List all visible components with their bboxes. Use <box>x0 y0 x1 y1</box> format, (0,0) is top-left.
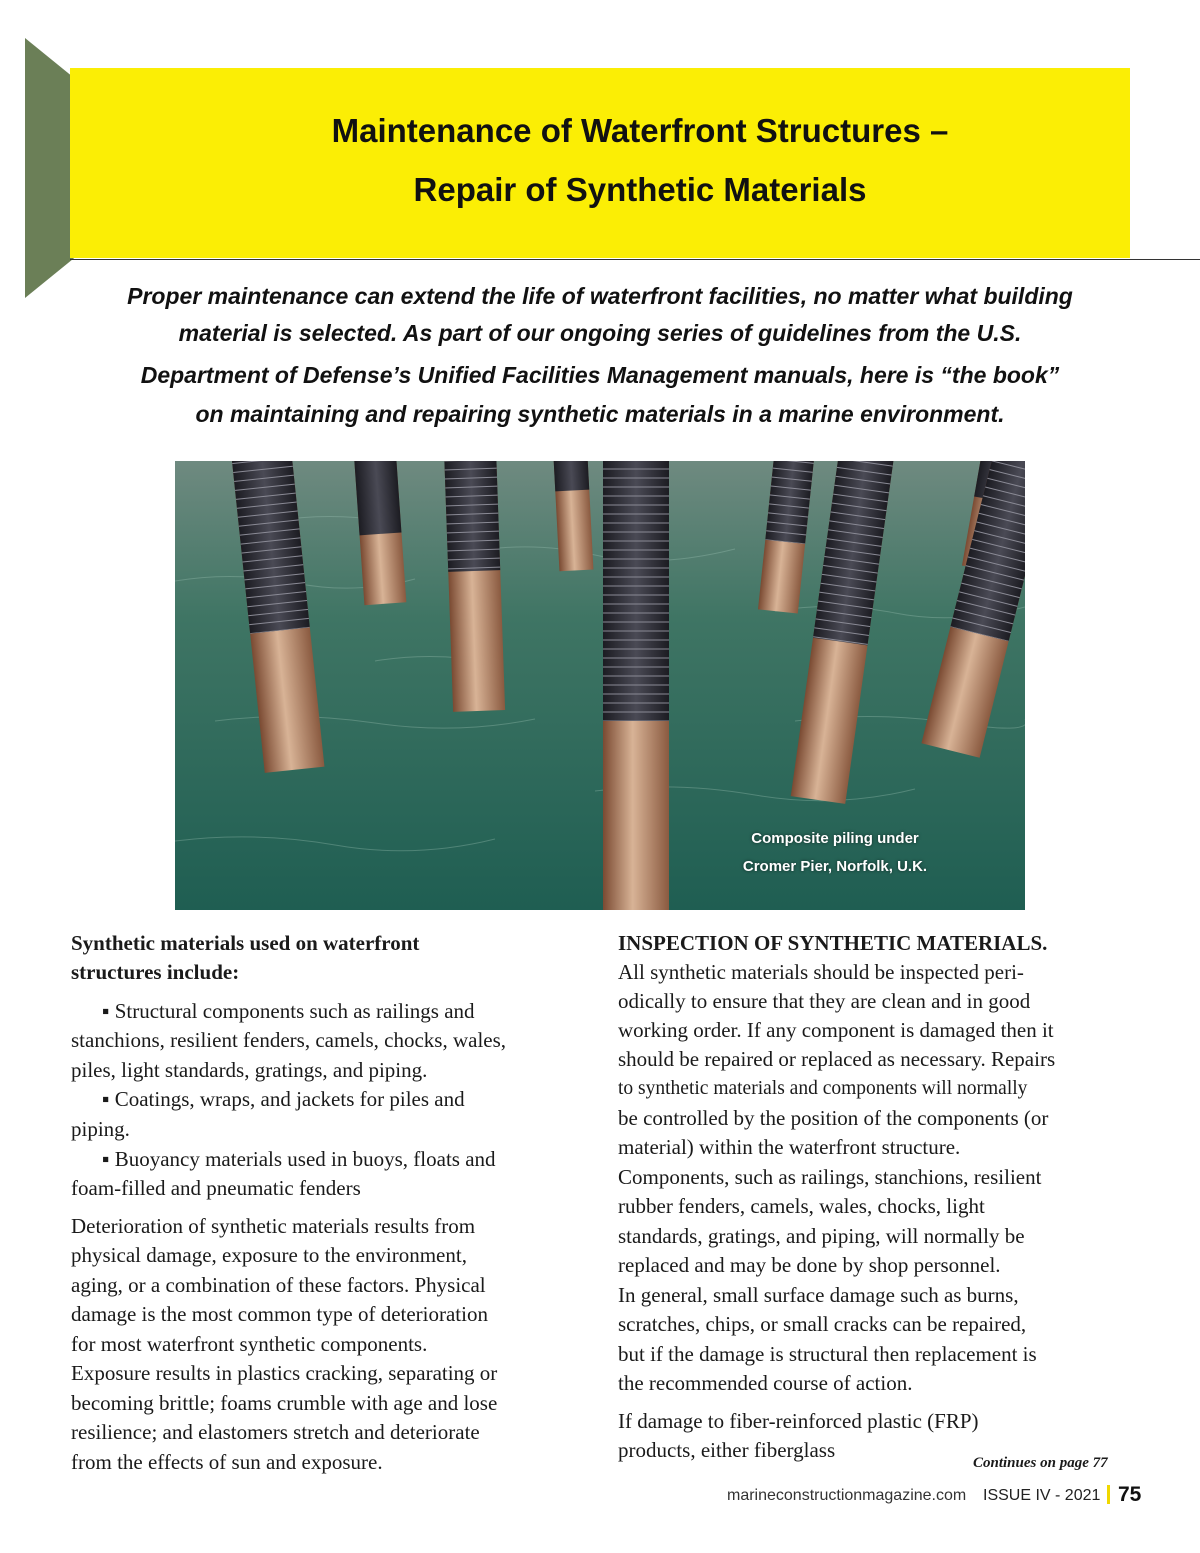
dek-line: on maintaining and repairing synthetic materials in a marine environment. <box>195 401 1005 427</box>
left-line: resilience; and elastomers stretch and deteriorate <box>71 1420 480 1444</box>
left-heading-line1: Synthetic materials used on waterfront <box>71 931 420 955</box>
page-title-line2: Repair of Synthetic Materials <box>413 171 867 208</box>
header-rule <box>70 259 1200 260</box>
footer-divider <box>1107 1485 1110 1504</box>
left-line: piping. <box>71 1117 130 1141</box>
left-line: damage is the most common type of deterioration <box>71 1302 488 1326</box>
left-line: piles, light standards, gratings, and piping. <box>71 1058 428 1082</box>
left-line: aging, or a combination of these factors. Physical <box>71 1273 486 1297</box>
right-line: but if the damage is structural then replacement is <box>618 1342 1037 1366</box>
left-heading-line2: structures include: <box>71 960 240 984</box>
right-line: All synthetic materials should be inspected peri- <box>618 960 1024 984</box>
left-line: becoming brittle; foams crumble with age and lose <box>71 1391 498 1415</box>
right-line: products, either fiberglass <box>618 1438 836 1462</box>
right-line: material) within the waterfront structure. <box>618 1135 961 1159</box>
continues-link[interactable]: Continues on page 77 <box>973 1455 1108 1471</box>
dek-line: Proper maintenance can extend the life of waterfront facilities, no matter what building <box>127 283 1073 309</box>
right-line: In general, small surface damage such as burns, <box>618 1283 1019 1307</box>
left-line: foam-filled and pneumatic fenders <box>71 1176 361 1200</box>
right-line: to synthetic materials and components will normally <box>618 1078 1028 1099</box>
dek-line: Department of Defense’s Unified Facilities Management manuals, here is “the book” <box>140 362 1060 388</box>
right-line: the recommended course of action. <box>618 1371 913 1395</box>
left-line: ▪ Buoyancy materials used in buoys, floats and <box>102 1147 496 1171</box>
right-heading: INSPECTION OF SYNTHETIC MATERIALS. <box>618 931 1048 955</box>
left-line: stanchions, resilient fenders, camels, chocks, wales, <box>71 1028 507 1052</box>
left-line: ▪ Coatings, wraps, and jackets for piles and <box>102 1087 465 1111</box>
right-line: should be repaired or replaced as necessary. Repairs <box>618 1047 1056 1071</box>
footer-issue: ISSUE IV - 2021 <box>983 1487 1101 1504</box>
right-line: be controlled by the position of the components (or <box>618 1106 1049 1130</box>
photo-caption-line2: Cromer Pier, Norfolk, U.K. <box>742 858 928 875</box>
left-line: Exposure results in plastics cracking, separating or <box>71 1361 498 1385</box>
left-line: for most waterfront synthetic components. <box>71 1332 428 1356</box>
left-line: from the effects of sun and exposure. <box>71 1450 383 1474</box>
right-line: scratches, chips, or small cracks can be repaired, <box>618 1312 1027 1336</box>
title-banner <box>70 68 1130 258</box>
right-line: standards, gratings, and piping, will normally be <box>618 1224 1025 1248</box>
right-line: working order. If any component is damaged then it <box>618 1018 1054 1042</box>
right-line: Components, such as railings, stanchions, resilient <box>618 1165 1042 1189</box>
left-line: physical damage, exposure to the environment, <box>71 1243 467 1267</box>
page-number: 75 <box>1118 1483 1142 1506</box>
right-line: If damage to fiber-reinforced plastic (FRP) <box>618 1409 979 1433</box>
left-line: ▪ Structural components such as railings and <box>102 999 475 1023</box>
dek-line: material is selected. As part of our ongoing series of guidelines from the U.S. <box>178 320 1022 346</box>
right-line: replaced and may be done by shop personnel. <box>618 1253 1001 1277</box>
page-title-line1: Maintenance of Waterfront Structures – <box>331 112 949 149</box>
right-line: rubber fenders, camels, wales, chocks, light <box>618 1194 985 1218</box>
right-line: odically to ensure that they are clean and in good <box>618 989 1031 1013</box>
photo-caption-line1: Composite piling under <box>751 830 919 847</box>
footer-site[interactable]: marineconstructionmagazine.com <box>727 1487 967 1504</box>
left-line: Deterioration of synthetic materials results from <box>71 1214 476 1238</box>
